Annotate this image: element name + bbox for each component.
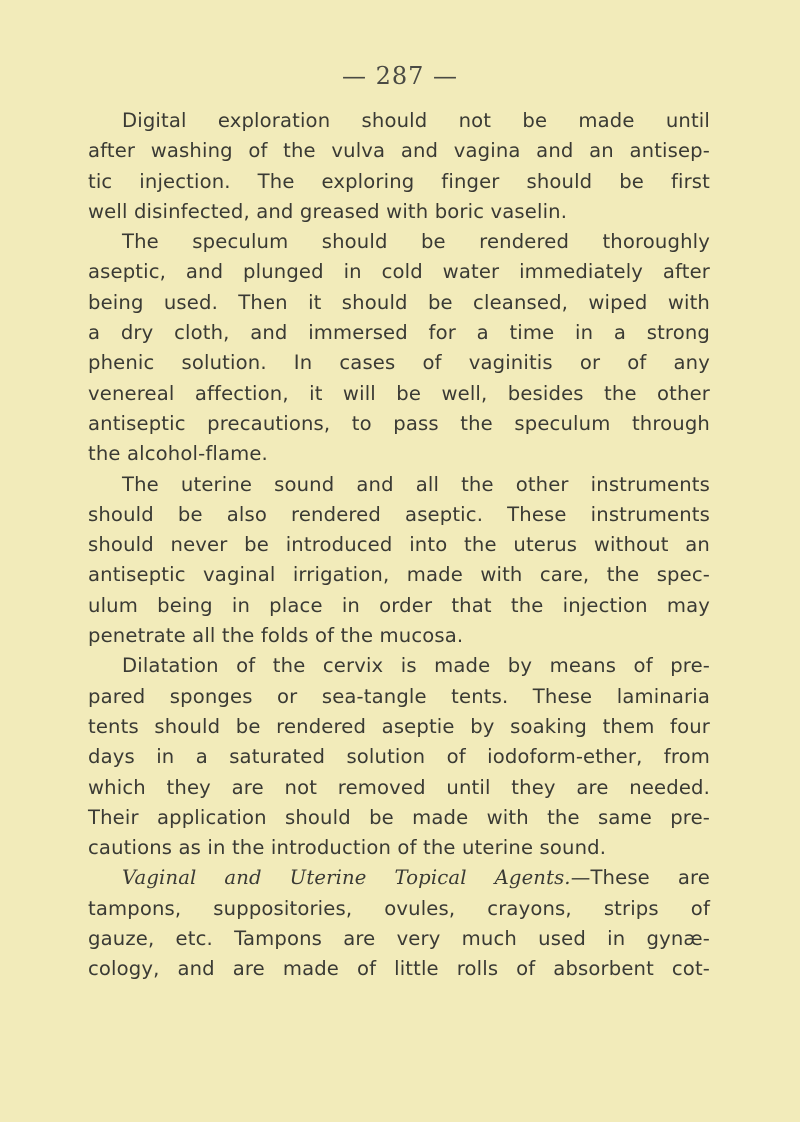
text-line: The uterine sound and all the other instruments (122, 472, 710, 496)
heading-line-text: These are (590, 866, 710, 890)
text-line: tampons, suppositories, ovules, crayons, strips of (88, 896, 710, 920)
section-heading-line (88, 863, 710, 893)
text-line: The speculum should be rendered thoroughly (122, 230, 710, 254)
text-line: Digital exploration should not be made until (122, 109, 710, 132)
text-line: antiseptic vaginal irrigation, made with care, the spec- (88, 563, 710, 587)
text-line: pared sponges or sea-tangle tents. These laminaria (88, 684, 710, 708)
text-line: which they are not removed until they are needed. (88, 775, 710, 799)
page-number: — 287 — (341, 62, 459, 90)
heading-dash: — (570, 866, 591, 890)
text-line: penetrate all the folds of the mucosa. (88, 624, 464, 648)
text-line: well disinfected, and greased with boric vaselin. (88, 199, 568, 223)
text-line: phenic solution. In cases of vaginitis or of any (88, 351, 710, 375)
text-line: being used. Then it should be cleansed, wiped with (88, 290, 710, 314)
text-line: the alcohol-flame. (88, 442, 268, 466)
text-line: antiseptic precautions, to pass the speculum through (88, 411, 710, 435)
text-line: should be also rendered aseptic. These instruments (88, 502, 710, 526)
italic-heading: Vaginal and Uterine Topical Agents. (122, 866, 571, 890)
text-line: aseptic, and plunged in cold water immediately after (88, 260, 710, 284)
text-line: tents should be rendered aseptie by soaking them four (88, 714, 710, 738)
text-line: cology, and are made of little rolls of absorbent cot- (88, 957, 710, 981)
text-line: venereal affection, it will be well, besides the other (88, 381, 710, 405)
text-line: tic injection. The exploring finger should be first (88, 169, 710, 193)
text-line: days in a saturated solution of iodoform-ether, from (88, 745, 710, 769)
text-line: Their application should be made with the same pre- (88, 805, 710, 829)
text-line: after washing of the vulva and vagina and an antisep- (88, 139, 710, 163)
text-line: cautions as in the introduction of the uterine sound. (88, 836, 607, 860)
text-line: a dry cloth, and immersed for a time in a strong (88, 321, 710, 345)
text-line: gauze, etc. Tampons are very much used in gynæ- (88, 927, 710, 951)
text-line: should never be introduced into the uterus without an (88, 533, 710, 557)
body-text (88, 106, 710, 985)
text-line: Dilatation of the cervix is made by means of pre- (122, 654, 710, 678)
text-line: ulum being in place in order that the injection may (88, 593, 710, 617)
